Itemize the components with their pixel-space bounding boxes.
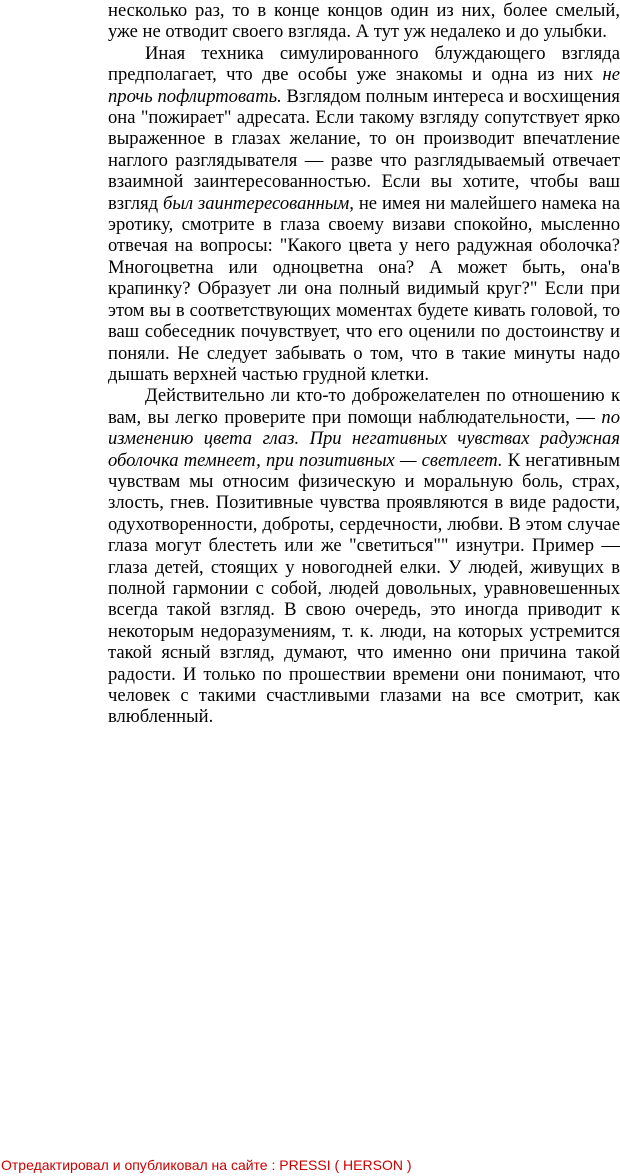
paragraph-2 (108, 43, 620, 386)
text-run: не имея ни малейшего намека на эротику, смотрите в глаза своему визави спокойно, мысленно отвечая на вопросы: "Какого цвета у него радужная оболочка? Многоцветна или одноцветна она? А может быть, она'в крапинку? Образует ли она полный видимый круг?" Если при этом вы в соответствующих моментах будете кивать головой, то ваш собеседник почувствует, что его оценили по достоинству и поняли. Не следует забывать о том, что в такие минуты надо дышать верхней частью грудной клетки. (108, 192, 620, 385)
text-run: К негативным чувствам мы относим физическую и моральную боль, страх, злость, гнев. Позитивные чувства проявляются в виде радости, одухотворенности, доброты, сердечности, любви. В этом случае глаза могут блестеть или же "светиться"" изнутри. Пример — глаза детей, стоящих у новогодней елки. У людей, живущих в полной гармонии с собой, людей довольных, уравновешенных всегда такой взгляд. В свою очередь, это иногда приводит к некоторым недоразумениям, т. к. люди, на которых устремится такой ясный взгляд, думают, что именно они причина такой радости. И только по прошествии времени они понимают, что человек с такими счастливыми глазами на все смотрит, как влюбленный. (108, 449, 620, 728)
italic-text-run: не прочь пофлиртовать. (108, 64, 620, 107)
publisher-footer-note: Отредактировал и опубликовал на сайте : PRESSI ( HERSON ) (1, 1157, 412, 1173)
paragraph-1 (108, 0, 620, 43)
text-run: несколько раз, то в конце концов один из них, более смелый, уже не отводит своего взгляда. А тут уж недалеко и до улыбки. (108, 0, 620, 43)
text-run: Взглядом полным интереса и восхищения она "пожирает" адресата. Если такому взгляду сопутствует ярко выраженное в глазах желание, то он производит впечатление наглого разглядывателя — разве что разглядываемый отвечает взаимной заинтересованностью. Если вы хотите, чтобы ваш взгляд (108, 85, 620, 214)
italic-text-run: по изменению цвета глаз. При негативных чувствах радужная оболочка темнеет, при позитивных — светлеет. (108, 406, 620, 471)
document-body (108, 0, 620, 728)
italic-text-run: был заинтересованным, (163, 192, 354, 214)
text-run: Действительно ли кто-то доброжелателен по отношению к вам, вы легко проверите при помощи наблюдательности, — (108, 385, 620, 428)
text-run: Иная техника симулированного блуждающего взгляда предполагает, что две особы уже знакомы и одна из них (108, 42, 620, 86)
paragraph-3 (108, 385, 620, 728)
